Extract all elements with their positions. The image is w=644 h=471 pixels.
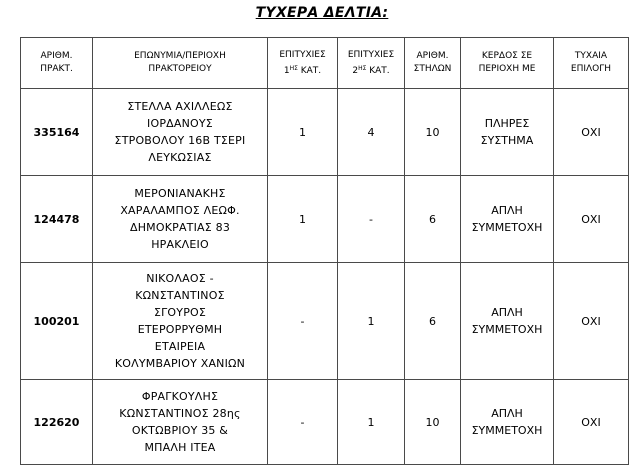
cell-prize: ΑΠΛΗ ΣΥΜΜΕΤΟΧΗ (461, 176, 554, 263)
cell-random: ΟΧΙ (554, 380, 629, 465)
cell-second: 1 (338, 380, 405, 465)
cell-columns: 10 (405, 380, 461, 465)
cell-shop: ΜΕΡΟΝΙΑΝΑΚΗΣ ΧΑΡΑΛΑΜΠΟΣ ΛΕΩΦ. ΔΗΜΟΚΡΑΤΙΑΣ 83 ΗΡΑΚΛΕΙΟ (93, 176, 268, 263)
cell-prize: ΑΠΛΗ ΣΥΜΜΕΤΟΧΗ (461, 263, 554, 380)
cell-shop: ΦΡΑΓΚΟΥΛΗΣ ΚΩΝΣΤΑΝΤΙΝΟΣ 28ης ΟΚΤΩΒΡΙΟΥ 35 & ΜΠΑΛΗ ΙΤΕΑ (93, 380, 268, 465)
cell-random: ΟΧΙ (554, 263, 629, 380)
cell-shop: ΝΙΚΟΛΑΟΣ - ΚΩΝΣΤΑΝΤΙΝΟΣ ΣΓΟΥΡΟΣ ΕΤΕΡΟΡΡΥΘΜΗ ΕΤΑΙΡΕΙΑ ΚΟΛΥΜΒΑΡΙΟΥ ΧΑΝΙΩΝ (93, 263, 268, 380)
cell-code: 335164 (21, 89, 93, 176)
cell-columns: 6 (405, 176, 461, 263)
cell-first: - (268, 380, 338, 465)
winning-tickets-table (20, 37, 629, 465)
cell-second: 1 (338, 263, 405, 380)
cell-random: ΟΧΙ (554, 89, 629, 176)
header-name: ΕΠΩΝΥΜΙΑ/ΠΕΡΙΟΧΗ ΠΡΑΚΤΟΡΕΙΟΥ (93, 38, 268, 89)
header-random: ΤΥΧΑΙΑ ΕΠΙΛΟΓΗ (554, 38, 629, 89)
cell-second: 4 (338, 89, 405, 176)
cell-prize: ΑΠΛΗ ΣΥΜΜΕΤΟΧΗ (461, 380, 554, 465)
cell-code: 122620 (21, 380, 93, 465)
cell-shop: ΣΤΕΛΛΑ ΑΧΙΛΛΕΩΣ ΙΟΡΔΑΝΟΥΣ ΣΤΡΟΒΟΛΟΥ 16Β ΤΣΕΡΙ ΛΕΥΚΩΣΙΑΣ (93, 89, 268, 176)
cell-columns: 10 (405, 89, 461, 176)
cell-prize: ΠΛΗΡΕΣ ΣΥΣΤΗΜΑ (461, 89, 554, 176)
header-second-category: ΕΠΙΤΥΧΙΕΣ $2^{H\Sigma}$ ΚΑΤ. (338, 38, 405, 89)
header-prize: ΚΕΡΔΟΣ ΣΕ ΠΕΡΙΟΧΗ ΜΕ (461, 38, 554, 89)
cell-first: 1 (268, 89, 338, 176)
cell-first: 1 (268, 176, 338, 263)
cell-first: - (268, 263, 338, 380)
cell-code: 100201 (21, 263, 93, 380)
cell-random: ΟΧΙ (554, 176, 629, 263)
header-first-category: ΕΠΙΤΥΧΙΕΣ $1^{H\Sigma}$ ΚΑΤ. (268, 38, 338, 89)
cell-second: - (338, 176, 405, 263)
page-title: ΤΥΧΕΡΑ ΔΕΛΤΙΑ: (255, 5, 389, 21)
table-row (21, 263, 629, 380)
table-row (21, 89, 629, 176)
header-code: ΑΡΙΘΜ. ΠΡΑΚΤ. (21, 38, 93, 89)
table-row (21, 176, 629, 263)
table-row (21, 380, 629, 465)
cell-columns: 6 (405, 263, 461, 380)
header-columns: ΑΡΙΘΜ. ΣΤΗΛΩΝ (405, 38, 461, 89)
cell-code: 124478 (21, 176, 93, 263)
header-row (21, 38, 629, 89)
